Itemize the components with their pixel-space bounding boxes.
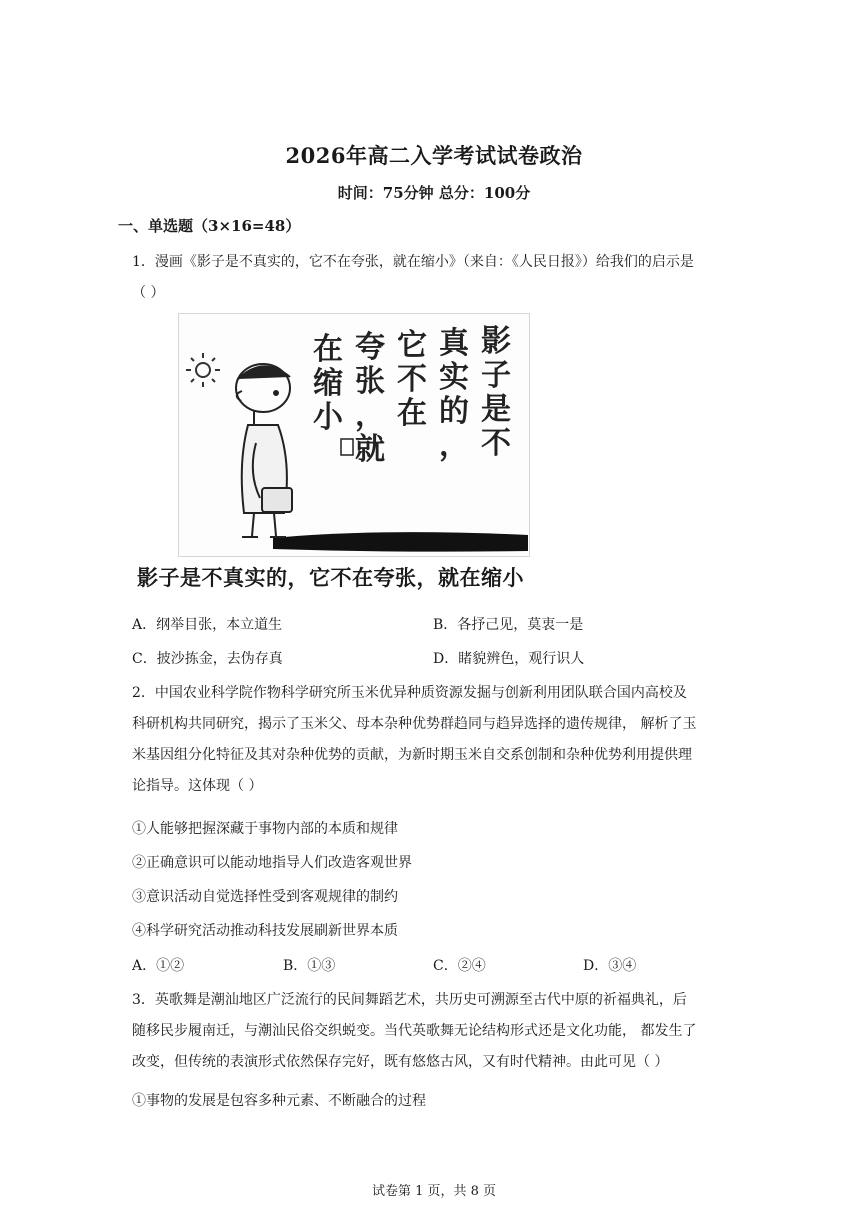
option-letter: D．: [433, 651, 459, 667]
option-text: 纲举目张，本立道生: [156, 617, 283, 633]
q3-statement-1: ①事物的发展是包容多种元素、不断融合的过程: [132, 1093, 426, 1109]
brush-column-3: 它不在: [397, 328, 427, 431]
question-1-stem-line-1: 1．漫画《影子是不真实的，它不在夸张，就在缩小》（来自：《人民日报》）给我们的启示是: [132, 254, 694, 270]
option-text: ③④: [608, 958, 637, 974]
q2-statement-4: ④科学研究活动推动科技发展刷新世界本质: [132, 923, 398, 939]
q2-statement-2: ②正确意识可以能动地指导人们改造客观世界: [132, 855, 412, 871]
option-letter: A．: [132, 617, 157, 633]
option-letter: C．: [132, 651, 157, 667]
q2-option-b[interactable]: [283, 955, 335, 975]
q1-option-a[interactable]: [132, 614, 282, 634]
cartoon-image: [178, 313, 530, 557]
option-text: ②④: [457, 958, 486, 974]
option-letter: A．: [132, 958, 157, 974]
q1-option-d[interactable]: [433, 648, 584, 668]
cartoon-caption: 影子是不真实的，它不在夸张，就在缩小: [137, 565, 524, 590]
q2-option-d[interactable]: [583, 955, 636, 975]
option-text: ①②: [156, 958, 185, 974]
option-text: 披沙拣金，去伪存真: [156, 651, 283, 667]
page-footer: 试卷第 1 页，共 8 页: [371, 1184, 497, 1199]
q2-statement-1: ①人能够把握深藏于事物内部的本质和规律: [132, 821, 398, 837]
question-3-stem-line-2: 随移民步履南迁，与潮汕民俗交织蜕变。当代英歌舞无论结构形式还是文化功能， 都发生了: [132, 1023, 697, 1039]
q1-option-c[interactable]: [132, 648, 283, 668]
option-letter: B．: [433, 617, 458, 633]
section-heading: 一、单选题（3×16=48）: [118, 217, 301, 235]
option-letter: D．: [583, 958, 609, 974]
q2-option-a[interactable]: [132, 955, 184, 975]
question-2-stem-line-4: 论指导。这体现（ ）: [132, 778, 263, 794]
q2-option-c[interactable]: [433, 955, 486, 975]
q2-statement-3: ③意识活动自觉选择性受到客观规律的制约: [132, 889, 398, 905]
option-text: ①③: [307, 958, 336, 974]
question-3-stem-line-1: 3．英歌舞是潮汕地区广泛流行的民间舞蹈艺术，共历史可溯源至古代中原的祈福典礼，后: [132, 992, 687, 1008]
brush-column-2: 真实的，: [439, 326, 469, 463]
question-3-stem-line-3: 改变，但传统的表演形式依然保存完好，既有悠悠古风，又有时代精神。由此可见（ ）: [132, 1054, 669, 1070]
question-1-stem-line-2: （ ）: [132, 285, 165, 301]
exam-time-score: 时间：75分钟 总分：100分: [337, 184, 531, 202]
question-2-stem-line-1: 2．中国农业科学院作物科学研究所玉米优异种质资源发掘与创新利用团队联合国内高校及: [132, 685, 687, 701]
question-2-stem-line-2: 科研机构共同研究，揭示了玉米父、母本杂种优势群趋同与趋异选择的遗传规律， 解析了玉: [132, 716, 697, 732]
option-letter: B．: [283, 958, 308, 974]
option-letter: C．: [433, 958, 458, 974]
option-text: 各抒己见，莫衷一是: [457, 617, 584, 633]
brush-column-5: 在缩小: [313, 332, 343, 435]
page-title: 2026年高二入学考试试卷政治: [285, 143, 583, 168]
seal-stamp: [341, 439, 353, 455]
brush-column-1: 影子是不: [481, 324, 511, 461]
q1-option-b[interactable]: [433, 614, 583, 634]
question-2-stem-line-3: 米基因组分化特征及其对杂种优势的贡献，为新时期玉米自交系创制和杂种优势利用提供理: [132, 747, 692, 763]
brush-column-4: 夸张，就: [355, 330, 385, 467]
option-text: 睹貌辨色，观行识人: [458, 651, 585, 667]
